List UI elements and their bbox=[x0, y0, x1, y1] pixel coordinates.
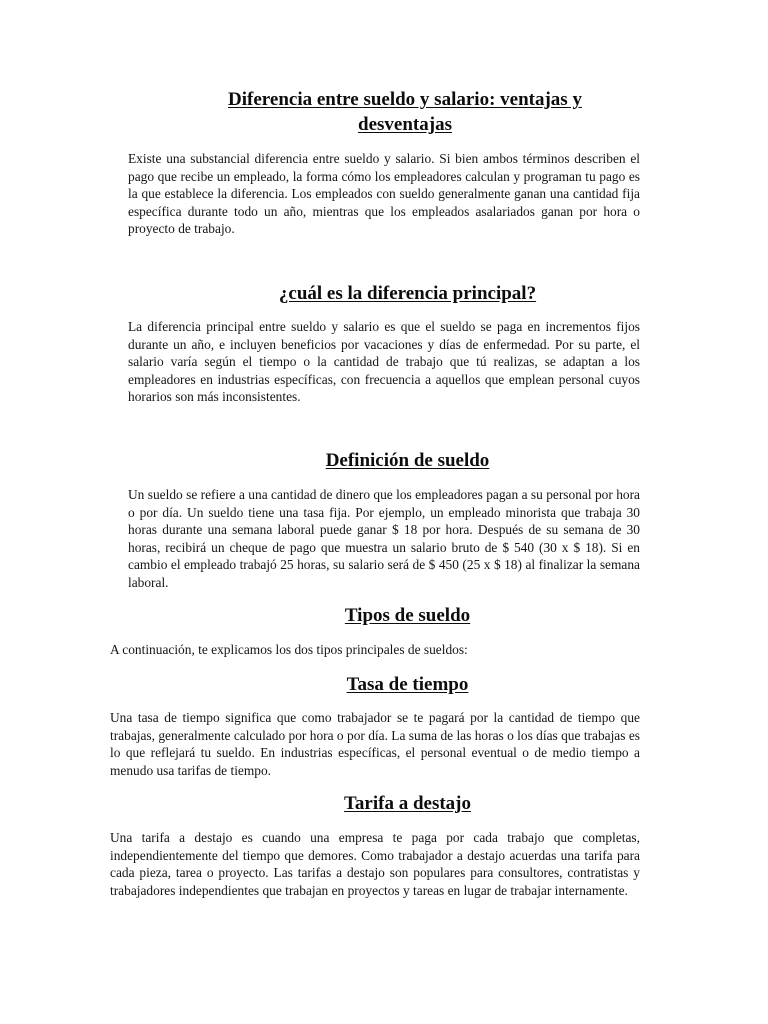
section-heading-sueldo-types: Tipos de sueldo bbox=[344, 605, 471, 626]
section-heading-sueldo-definition: Definición de sueldo bbox=[325, 450, 490, 471]
document-title: Diferencia entre sueldo y salario: ventajas y desventajas bbox=[228, 89, 582, 135]
section-body-time-rate: Una tasa de tiempo significa que como trabajador se te pagará por la cantidad de tiempo que trabajas, generalmente calculado por hora o por día. La suma de las horas o los días que trabajas es lo que reflejará tu sueldo. En industrias específicas, el personal eventual o de medio tiempo a menudo usa tarifas de tiempo. bbox=[110, 710, 640, 778]
section-heading-time-rate: Tasa de tiempo bbox=[346, 674, 469, 695]
section-body-main-difference: La diferencia principal entre sueldo y salario es que el sueldo se paga en incrementos fijos durante un año, e incluyen beneficios por vacaciones y días de enfermedad. Por su parte, el salario varía según el tiempo o la cantidad de trabajo que tú realizas, se adaptan a los empleadores en industrias específicas, con frecuencia a aquellos que emplean personal cuyos horarios son más inconsistentes. bbox=[128, 319, 640, 405]
section-heading-main-difference: ¿cuál es la diferencia principal? bbox=[278, 283, 537, 304]
section-body-piece-rate: Una tarifa a destajo es cuando una empresa te paga por cada trabajo que completas, independientemente del tiempo que demores. Como trabajador a destajo acuerdas una tarifa para cada pieza, tarea o proyecto. Las tarifas a destajo son populares para consultores, contratistas y trabajadores independientes que trabajan en proyectos y tareas en lugar de trabajar internamente. bbox=[110, 830, 640, 898]
section-heading-piece-rate: Tarifa a destajo bbox=[343, 793, 472, 814]
section-body-sueldo-definition: Un sueldo se refiere a una cantidad de dinero que los empleadores pagan a su personal por hora o por día. Un sueldo tiene una tasa fija. Por ejemplo, un empleado minorista que trabaja 30 horas durante una semana laboral puede ganar $ 18 por hora. Después de su semana de 30 horas, recibirá un cheque de pago que muestra un salario bruto de $ 540 (30 x $ 18). Si en cambio el empleado trabajó 25 horas, su salario será de $ 450 (25 x $ 18) al finalizar la semana laboral. bbox=[128, 487, 640, 590]
section-body-sueldo-types: A continuación, te explicamos los dos tipos principales de sueldos: bbox=[110, 642, 468, 657]
intro-paragraph: Existe una substancial diferencia entre sueldo y salario. Si bien ambos términos describen el pago que recibe un empleado, la forma cómo los empleadores calculan y programan tu pago es la que establece la diferencia. Los empleados con sueldo generalmente ganan una cantidad fija específica durante todo un año, mientras que los empleados asalariados ganan por hora o proyecto de trabajo. bbox=[128, 151, 640, 237]
